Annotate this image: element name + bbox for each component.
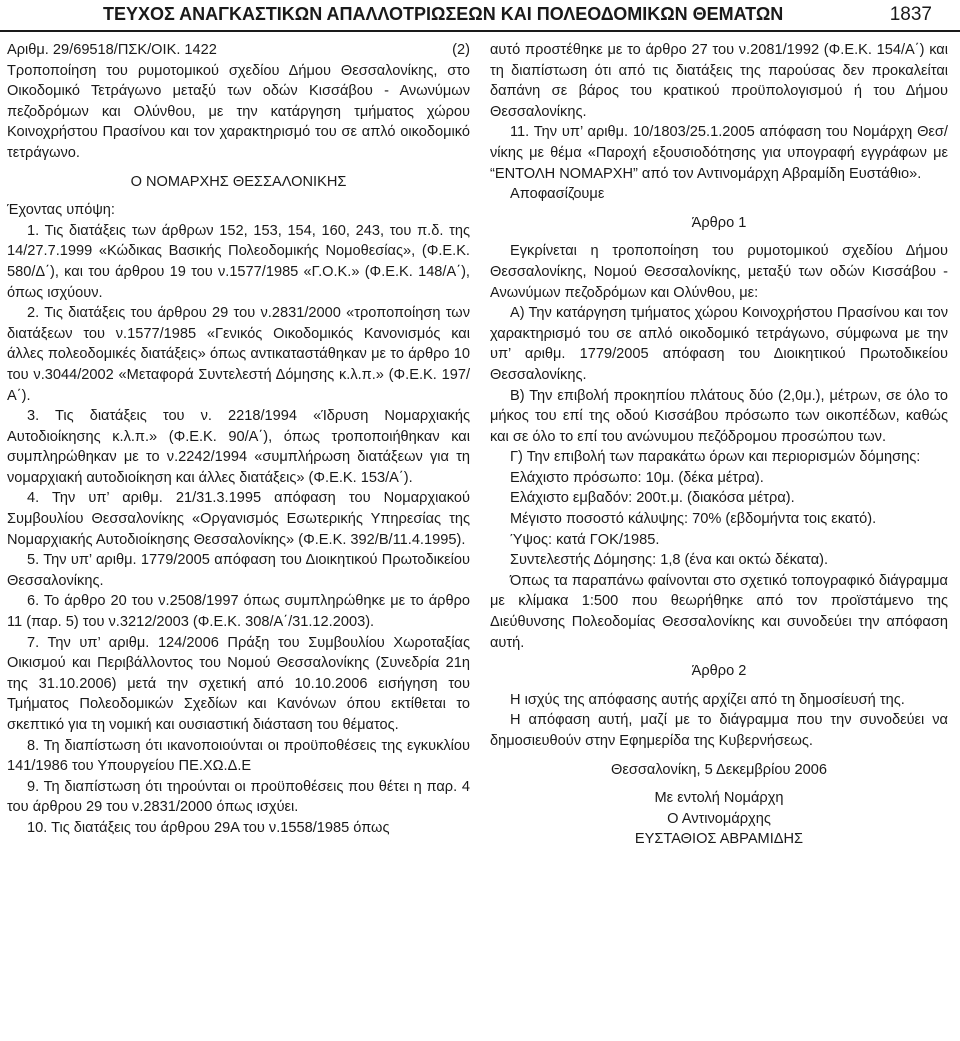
building-term: Ελάχιστο πρόσωπο: 10μ. (δέκα μέτρα). (510, 469, 764, 486)
signatory-name: ΕΥΣΤΑΘΙΟΣ ΑΒΡΑΜΙΔΗΣ (634, 831, 804, 848)
legal-basis-item-continued: αυτό προστέθηκε με το άρθρο 27 του ν.2081/1992 (Φ.Ε.Κ. 154/Α΄) και τη διαπίστωση ότι από τις διατάξεις της παρούσας δεν προκαλείται δαπάνη σε βάρος του κρατικού προϋπολογισμού ή του Δήμου Θεσσαλονίκης. (490, 42, 948, 120)
issuing-authority: Ο ΝΟΜΑΡΧΗΣ ΘΕΣΣΑΛΟΝΙΚΗΣ (130, 173, 347, 190)
building-term: Ύψος: κατά ΓΟΚ/1985. (510, 531, 660, 548)
legal-basis-item: 1. Τις διατάξεις των άρθρων 152, 153, 154, 160, 243, του π.δ. της 14/27.7.1999 «Κώδικας Βασικής Πολεοδομικής Νομοθεσίας», (Φ.Ε.Κ. 580/Δ΄), και του άρθρου 19 του ν.1577/1985 «Γ.Ο.Κ.» (Φ.Ε.Κ. 148/Α΄), όπως ισχύουν. (7, 222, 470, 301)
header-rule (0, 30, 960, 32)
legal-basis-item: 8. Τη διαπίστωση ότι ικανοποιούνται οι προϋποθέσεις της εγκυκλίου 141/1986 του Υπουργείου ΠΕ.ΧΩ.Δ.Ε (7, 737, 470, 775)
building-term: Συντελεστής Δόμησης: 1,8 (ένα και οκτώ δέκατα). (510, 552, 829, 569)
page-number: 1837 (889, 4, 932, 25)
legal-basis-item: 4. Την υπ’ αριθμ. 21/31.3.1995 απόφαση του Νομαρχιακού Συμβουλίου Θεσσαλονίκης «Οργανισμός Εσωτερικής Υπηρεσίας της Νομαρχιακής Αυτοδιοίκησης Θεσσαλονίκης» (Φ.Ε.Κ. 392/Β/11.4.1995). (7, 490, 470, 548)
article-1-clause-a: Α) Την κατάργηση τμήματος χώρου Κοινοχρήστου Πρασίνου και τον χαρακτηρισμό του σε απλό οικοδομικό τετράγωνο, σύμφωνα με την υπ’ αριθμ. 1779/2005 απόφαση του Διοικητικού Πρωτοδικείου Θεσσαλονίκης. (490, 305, 948, 383)
right-column (490, 40, 948, 850)
article-1-intro: Εγκρίνεται η τροποποίηση του ρυμοτομικού σχεδίου Δήμου Θεσσαλονίκης, Νομού Θεσσαλονίκης, μεταξύ των οδών Κισσάβου - Ανωνύμων πεζοδρόμων και Ολύνθου, με: (490, 243, 948, 301)
legal-basis-item: 10. Τις διατάξεις του άρθρου 29Α του ν.1558/1985 όπως (27, 819, 390, 836)
legal-basis-item: 11. Την υπ’ αριθμ. 10/1803/25.1.2005 απόφαση του Νομάρχη Θεσ/νίκης με θέμα «Παροχή εξουσιοδότησης για υπογραφή εγγράφων με “ΕΝΤΟΛΗ ΝΟΜΑΡΧΗ” από τον Αντινομάρχη Αβραμίδη Ευστάθιο». (490, 124, 948, 182)
decision-title: Τροποποίηση του ρυμοτομικού σχεδίου Δήμου Θεσσαλονίκης, στο Οικοδομικό Τετράγωνο μεταξύ των οδών Κισσάβου - Ανωνύμων πεζοδρόμων και Ολύνθου, με την κατάργηση τμήματος χώρου Κοινοχρήστου Πρασίνου και τον χαρακτηρισμό του σε απλό οικοδομικό τετράγωνο. (7, 62, 470, 161)
article-1-clause-b: Β) Την επιβολή προκηπίου πλάτους δύο (2,0μ.), μέτρων, σε όλο το μήκος του επί της οδού Κισσάβου πρόσωπο των οικοπέδων, καθώς και σε όλο το επί του ανώνυμου πεζόδρομου προσώπου των. (490, 387, 948, 445)
place-date: Θεσσαλονίκη, 5 Δεκεμβρίου 2006 (611, 761, 827, 778)
decision-number-row (7, 40, 470, 61)
legal-basis-item: 6. Το άρθρο 20 του ν.2508/1997 όπως συμπληρώθηκε με το άρθρο 11 (παρ. 5) του ν.3212/2003 (Φ.Ε.Κ. 308/Α΄/31.12.2003). (7, 593, 470, 631)
running-header (0, 0, 960, 30)
legal-basis-item: 7. Την υπ’ αριθμ. 124/2006 Πράξη του Συμβουλίου Χωροταξίας Οικισμού και Περιβάλλοντος του Νομού Θεσσαλονίκης (Συνεδρία 21η της 31.10.2006) μετά την σχετική από 10.10.2006 εισήγηση του Τμήματος Πολεοδομικών Σχεδίων και Κανόνων όπου εκτίθεται το σκεπτικό για τη νομική και ουσιαστική διάσταση του θέματος. (7, 634, 470, 733)
article-2-paragraph: Η απόφαση αυτή, μαζί με το διάγραμμα που την συνοδεύει να δημοσιευθούν στην Εφημερίδα της Κυβερνήσεως. (490, 712, 948, 749)
legal-basis-item: 9. Τη διαπίστωση ότι τηρούνται οι προϋποθέσεις που θέτει η παρ. 4 του άρθρου 29 του ν.2831/2000 όπως ισχύει. (7, 778, 470, 816)
signature-line: Με εντολή Νομάρχη (654, 790, 784, 807)
article-2-paragraph: Η ισχύς της απόφασης αυτής αρχίζει από τη δημοσίευσή της. (510, 691, 905, 708)
article-1-clause-c: Γ) Την επιβολή των παρακάτω όρων και περιορισμών δόμησης: (510, 449, 921, 466)
running-title: ΤΕΥΧΟΣ ΑΝΑΓΚΑΣΤΙΚΩΝ ΑΠΑΛΛΟΤΡΙΩΣΕΩΝ ΚΑΙ ΠΟΛΕΟΔΟΜΙΚΩΝ ΘΕΜΑΤΩΝ (103, 4, 784, 24)
decision-number: Αριθμ. 29/69518/ΠΣΚ/ΟΙΚ. 1422 (7, 42, 217, 58)
decision-index: (2) (452, 42, 470, 58)
building-term: Μέγιστο ποσοστό κάλυψης: 70% (εβδομήντα τοις εκατό). (510, 511, 877, 528)
legal-basis-item: 5. Την υπ’ αριθμ. 1779/2005 απόφαση του Διοικητικού Πρωτοδικείου Θεσσαλονίκης. (7, 552, 470, 589)
article-2-heading: Άρθρο 2 (691, 663, 747, 680)
legal-basis-item: 3. Τις διατάξεις του ν. 2218/1994 «Ίδρυση Νομαρχιακής Αυτοδιοίκησης κ.λ.π.» (Φ.Ε.Κ. 90/Α΄), όπως τροποποιήθηκαν και συμπληρώθηκαν με το ν.2242/1994 «συμπλήρωση διατάξεων για τη νομαρχιακή αυτοδιοίκηση και άλλες διατάξεις» (Φ.Ε.Κ. 153/Α΄). (7, 408, 470, 486)
article-1-closing: Όπως τα παραπάνω φαίνονται στο σχετικό τοπογραφικό διάγραμμα με κλίμακα 1:500 που θεωρήθηκε από τον προϊστάμενο της Διεύθυνσης Πολεοδομίας Θεσσαλονίκης και συνοδεύει την απόφαση αυτή. (490, 572, 948, 651)
signature-line: Ο Αντινομάρχης (667, 810, 771, 827)
article-1-heading: Άρθρο 1 (691, 214, 747, 231)
having-regard-heading: Έχοντας υπόψη: (7, 202, 115, 219)
legal-basis-item: 2. Τις διατάξεις του άρθρου 29 του ν.2831/2000 «τροποποίηση των διατάξεων του ν.1577/1985 «Γενικός Οικοδομικός Κανονισμός και άλλες πολεοδομικές διατάξεις» όπως αντικαταστάθηκαν με το άρθρο 10 του ν.3044/2002 «Μεταφορά Συντελεστή Δόμησης κ.λ.π.» (Φ.Ε.Κ. 197/Α΄). (7, 305, 470, 404)
left-column (7, 40, 470, 839)
building-term: Ελάχιστο εμβαδόν: 200τ.μ. (διακόσα μέτρα). (510, 490, 795, 507)
decision-heading: Αποφασίζουμε (510, 186, 605, 203)
